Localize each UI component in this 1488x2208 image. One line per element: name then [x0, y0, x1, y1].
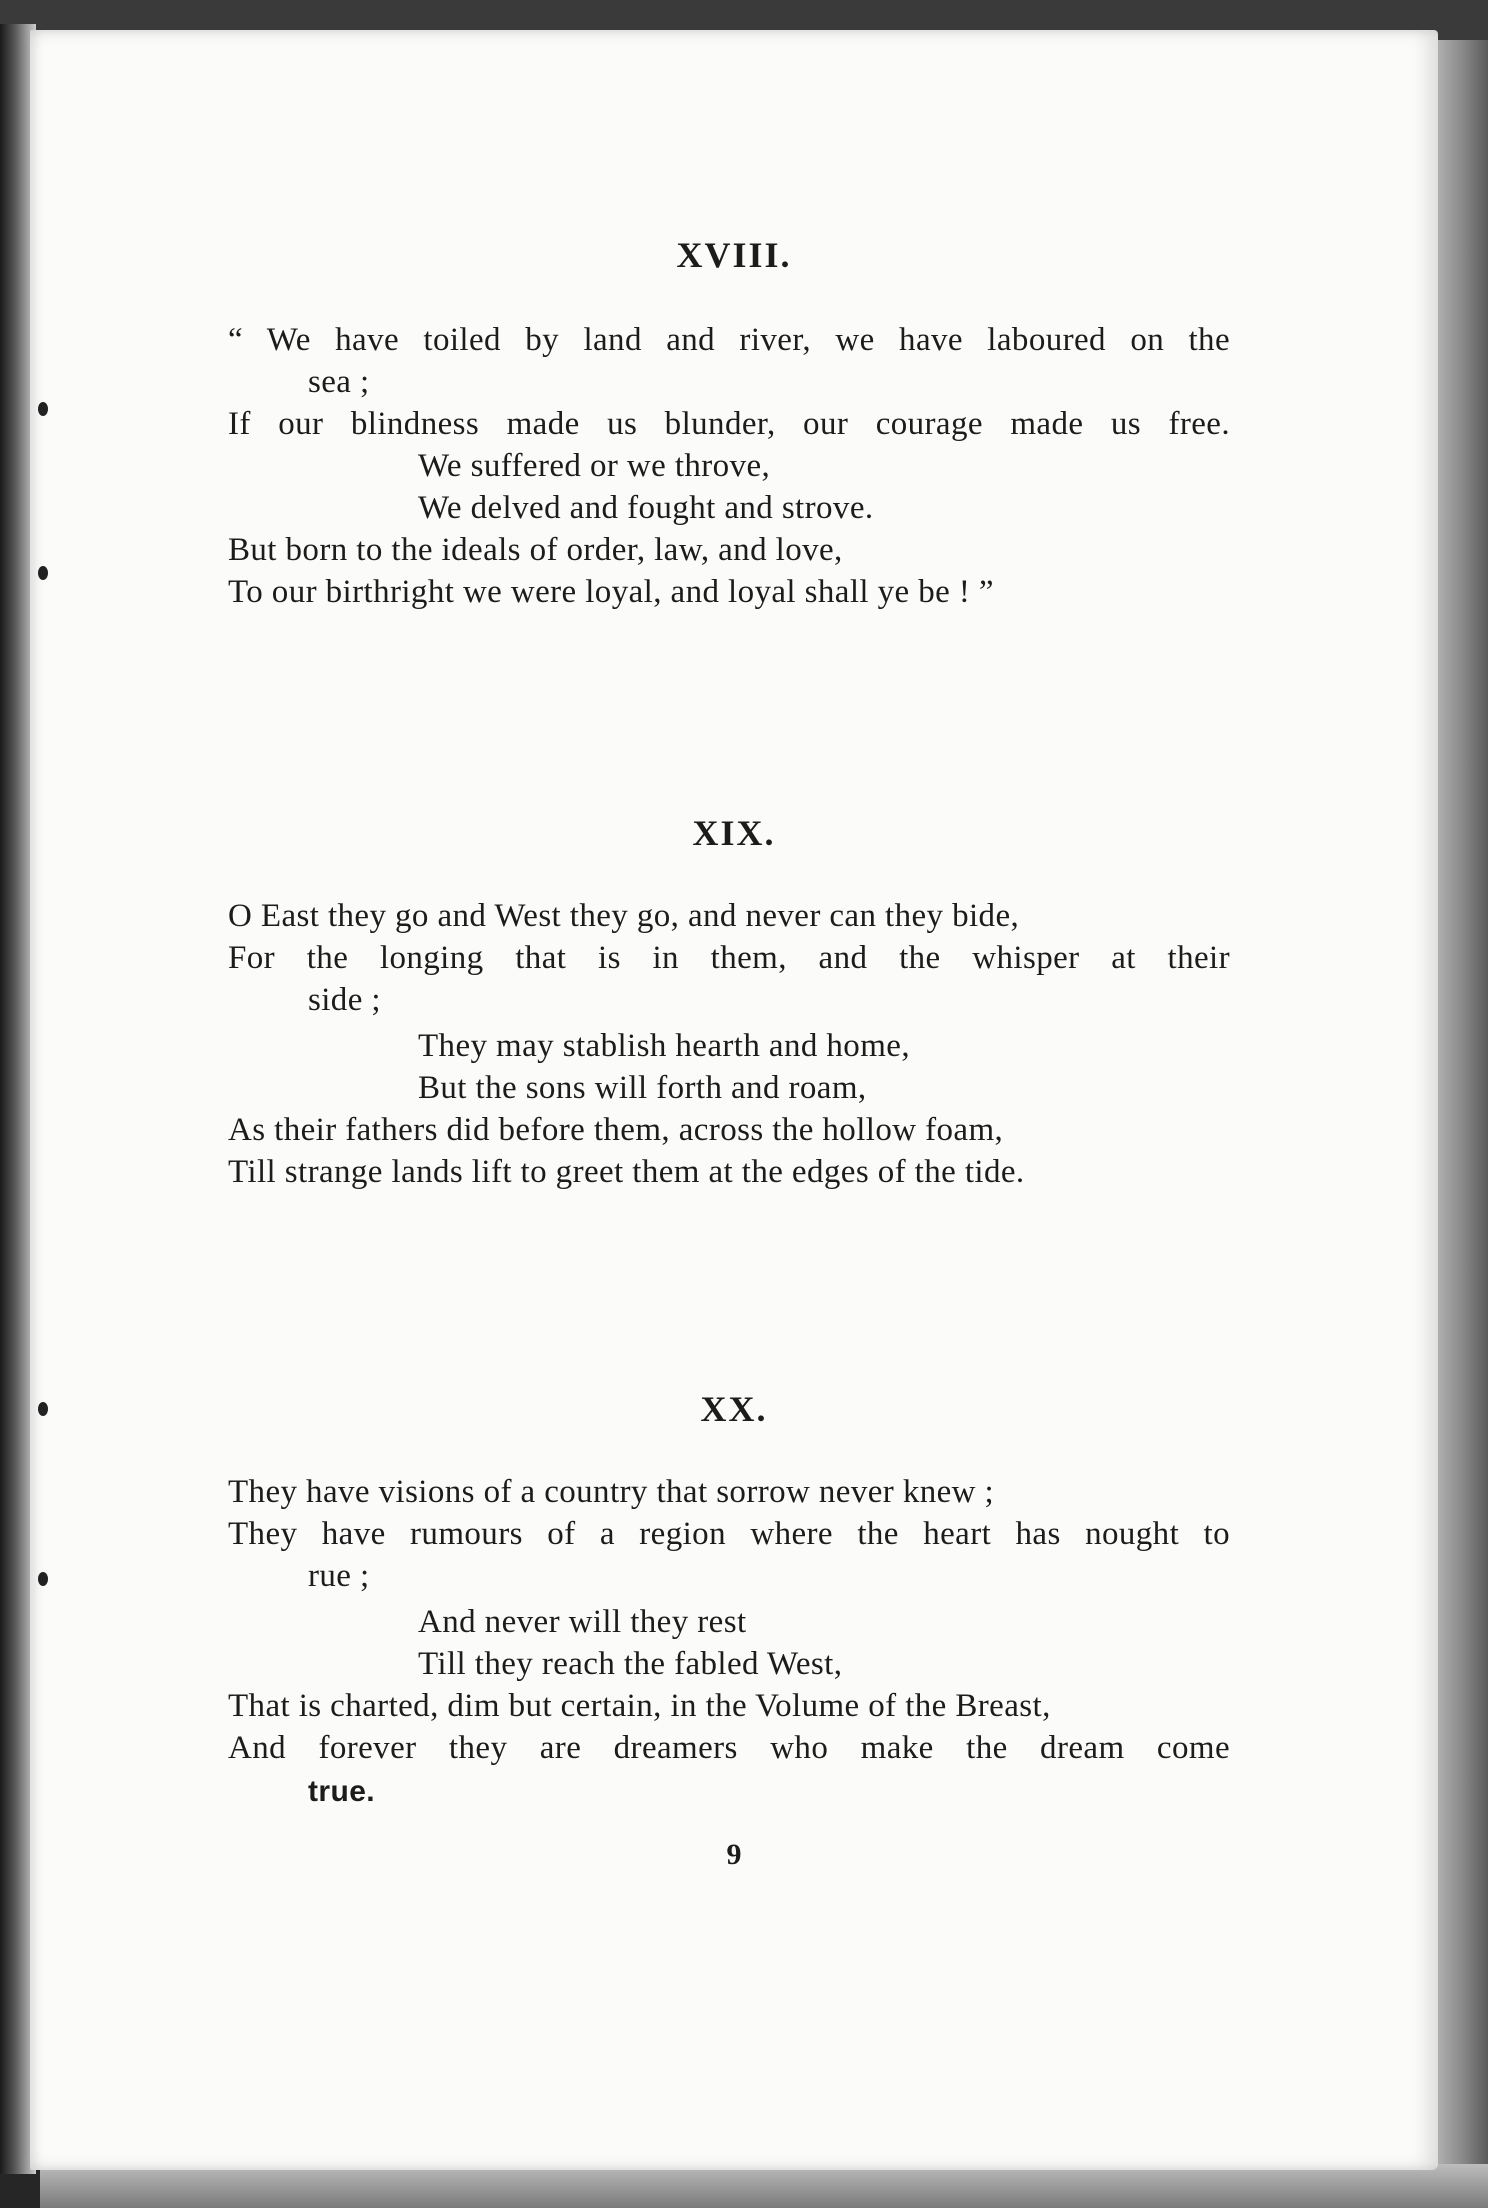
verse-line: true.: [308, 1775, 376, 1808]
section-heading-xix: XIX.: [692, 813, 776, 853]
verse-line: They may stablish hearth and home,: [418, 1028, 910, 1064]
verse-line: sea ;: [308, 364, 370, 400]
verse-line: They have visions of a country that sorrow never knew ;: [228, 1474, 995, 1510]
section-heading-xx: XX.: [700, 1389, 768, 1429]
book-page: [30, 30, 1438, 2170]
margin-mark: [38, 566, 48, 580]
section-heading-xviii: XVIII.: [676, 235, 792, 275]
verse-line: rue ;: [308, 1558, 370, 1594]
verse-line: For the longing that is in them, and the whisper at their: [228, 940, 1230, 976]
verse-line: To our birthright we were loyal, and loyal shall ye be ! ”: [228, 574, 994, 610]
verse-line: We delved and fought and strove.: [418, 490, 874, 526]
verse-line: And never will they rest: [418, 1604, 747, 1640]
verse-line: “ We have toiled by land and river, we have laboured on the: [228, 322, 1230, 358]
verse-line: Till strange lands lift to greet them at the edges of the tide.: [228, 1154, 1025, 1190]
verse-line: We suffered or we throve,: [418, 448, 771, 484]
page-number: 9: [726, 1838, 742, 1871]
verse-line: side ;: [308, 982, 381, 1018]
book-bottom-edge: [40, 2164, 1488, 2208]
verse-line: Till they reach the fabled West,: [418, 1646, 843, 1682]
verse-line: If our blindness made us blunder, our courage made us free.: [228, 406, 1230, 442]
verse-line: They have rumours of a region where the heart has nought to: [228, 1516, 1230, 1552]
verse-line: But the sons will forth and roam,: [418, 1070, 867, 1106]
verse-line: As their fathers did before them, across the hollow foam,: [228, 1112, 1004, 1148]
verse-line: O East they go and West they go, and never can they bide,: [228, 898, 1020, 934]
margin-mark: [38, 402, 48, 416]
verse-line: That is charted, dim but certain, in the Volume of the Breast,: [228, 1688, 1051, 1724]
verse-line: But born to the ideals of order, law, and love,: [228, 532, 843, 568]
verse-line: And forever they are dreamers who make the dream come: [228, 1730, 1230, 1766]
next-pages-edge: [1434, 40, 1488, 2200]
margin-mark: [38, 1572, 48, 1586]
